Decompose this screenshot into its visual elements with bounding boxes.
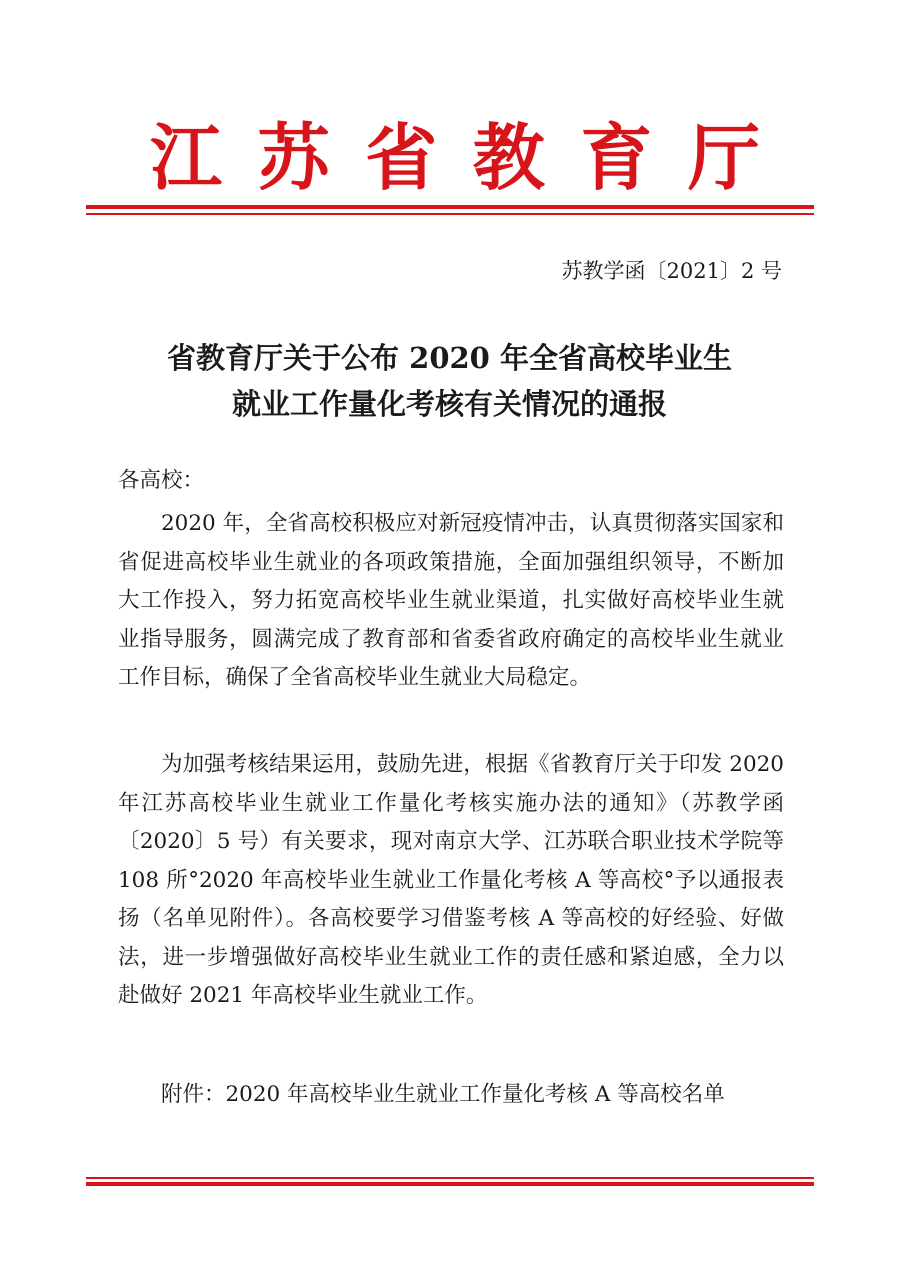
org-title-char: 厅 bbox=[687, 115, 760, 200]
org-title-char: 育 bbox=[580, 115, 653, 200]
org-title-char: 苏 bbox=[257, 115, 330, 200]
body-paragraph-2: 为加强考核结果运用，鼓励先进，根据《省教育厅关于印发 2020 年江苏高校毕业生就业工作量化考核实施办法的通知》（苏教学函〔2020〕5 号）有关要求，现对南京大学、江苏联合职业技术学院等 108 所°2020 年高校毕业生就业工作量化考核 A 等高校°予以通报表扬（名单见附件）。各高校要学习借鉴考核 A 等高校的好经验、好做法，进一步增强做好高校毕业生就业工作的责任感和紧迫感，全力以赴做好 2021 年高校毕业生就业工作。 bbox=[118, 752, 784, 1008]
body-paragraph-1: 2020 年，全省高校积极应对新冠疫情冲击，认真贯彻落实国家和省促进高校毕业生就业的各项政策措施，全面加强组织领导，不断加大工作投入，努力拓宽高校毕业生就业渠道，扎实做好高校毕业生就业指导服务，圆满完成了教育部和省委省政府确定的高校毕业生就业工作目标，确保了全省高校毕业生就业大局稳定。 bbox=[118, 511, 784, 690]
document-number: 苏教学函〔2021〕2 号 bbox=[561, 259, 782, 283]
header-divider-thin bbox=[86, 213, 814, 215]
document-title-line-1: 省教育厅关于公布 2020 年全省高校毕业生 bbox=[167, 341, 732, 375]
footer-divider-thin bbox=[86, 1177, 814, 1179]
document-title-line-2: 就业工作量化考核有关情况的通报 bbox=[231, 387, 667, 421]
header-divider-thick bbox=[86, 205, 814, 209]
org-title-char: 教 bbox=[472, 115, 545, 200]
org-title-char: 江 bbox=[150, 115, 223, 200]
attachment-note: 附件：2020 年高校毕业生就业工作量化考核 A 等高校名单 bbox=[161, 1082, 725, 1107]
issuing-authority-title bbox=[150, 115, 760, 200]
salutation: 各高校： bbox=[118, 468, 205, 493]
org-title-char: 省 bbox=[365, 115, 438, 200]
footer-divider-thick bbox=[86, 1182, 814, 1186]
